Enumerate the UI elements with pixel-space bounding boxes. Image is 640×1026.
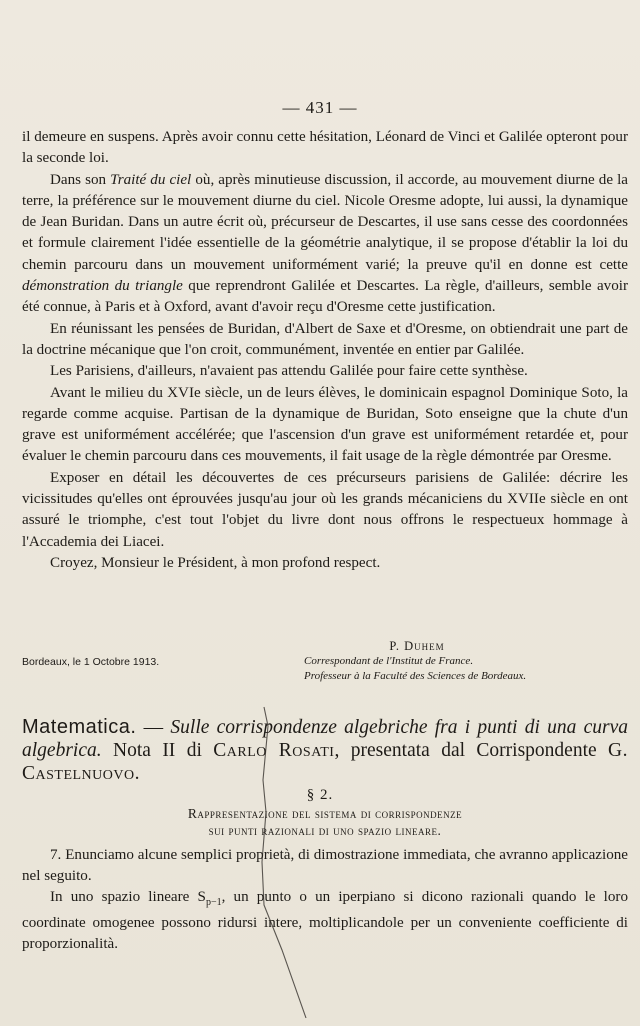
author-name: Carlo Rosati (213, 740, 335, 761)
italic-phrase: démonstration du triangle (22, 278, 183, 295)
paragraph: Les Parisiens, d'ailleurs, n'avaient pas attendu Galilée pour faire cette synthèse. (50, 363, 528, 380)
place-date: Bordeaux, le 1 Octobre 1913. (22, 656, 160, 668)
french-letter-text (22, 127, 628, 574)
author-name: P. Duhem (389, 639, 445, 653)
author-title: Professeur à la Faculté des Sciences de Bordeaux. (304, 670, 527, 682)
section-label: Matematica. (22, 716, 137, 738)
presenter-name: G. Castelnuovo (22, 740, 629, 784)
page-number: — 431 — (282, 98, 358, 117)
note-heading: Matematica. — Sulle corrispondenze algebriche fra i punti di una curva algebrica. Nota II di Carlo Rosati, presentata dal Corrispondente G. Castelnuovo. (22, 716, 629, 784)
subheading-line: Rappresentazione del sistema di corrispondenze (187, 806, 463, 821)
italic-title: Traité du ciel (110, 171, 192, 188)
paragraph: 7. Enunciamo alcune semplici proprietà, di dimostrazione immediata, che avranno applicazione nel seguito. (22, 847, 628, 884)
paragraph: Exposer en détail les découvertes de ces précurseurs parisiens de Galilée: décrire les vicissitudes qu'elles ont éprouvées jusqu'au jour où les grands mécaniciens du XVIIe siècle en ont assuré le triomphe, c'est tout l'objet du livre dont nous offrons le respectueux hommage à l'Accademia dei Liacei. (22, 469, 628, 550)
paragraph: Dans son Traité du ciel où, après minutieuse discussion, il accorde, au mouvement diurne de la terre, la préférence sur le mouvement diurne du ciel. Nicole Oresme adopte, lui aussi, la dynamique de Jean Buridan. Dans un autre écrit où, précurseur de Descartes, il use sans cesse des coordonnées et formule clairement l'idée essentielle de la géométrie analytique, il se propose d'établir la loi du chemin parcouru dans un mouvement uniformément varié; la preuve qu'il en donne est cette démonstration du triangle que reprendront Galilée et Descartes. La règle, d'ailleurs, semble avoir été connue, à Paris et à Oxford, avant d'avoir reçu d'Oresme cette justification. (22, 171, 628, 316)
paragraph: Avant le milieu du XVIe siècle, un de leurs élèves, le dominicain espagnol Dominique Soto, la regarde comme acquise. Partisan de la dynamique de Buridan, Soto enseigne que la chute d'un grave est uniformément accélérée; que l'ascension d'un grave est uniformément retardée et, pour évaluer le chemin parcouru dans ces mouvements, il fait usage de la règle démontrée par Oresme. (22, 384, 628, 465)
author-title: Correspondant de l'Institut de France. (304, 655, 474, 667)
section-number: § 2. (306, 787, 334, 803)
signature-right (282, 639, 552, 684)
subheading (22, 806, 628, 839)
paragraph: Croyez, Monsieur le Président, à mon profond respect. (50, 554, 381, 571)
paragraph: En réunissant les pensées de Buridan, d'Albert de Saxe et d'Oresme, on obtiendrait une part de la doctrine mécanique que l'on croit, communément, inventée en entier par Galilée. (22, 320, 628, 358)
italian-text (22, 845, 628, 955)
subscript: p−1 (205, 896, 222, 908)
paragraph: In uno spazio lineare $S_{p-1}$, un punto o un iperpiano si dicono razionali quando le loro coordinate omogenee possono ridursi intere, moltiplicandole per un conveniente coefficiente di proporzionalità. (22, 888, 628, 953)
signature-block (22, 639, 628, 695)
paragraph: il demeure en suspens. Après avoir connu cette hésitation, Léonard de Vinci et Galilée opteront pour la seconde loi. (22, 129, 628, 167)
note-title: Sulle corrispondenze algebriche fra i punti di una curva algebrica. (22, 717, 629, 761)
subheading-line: sui punti razionali di uno spazio lineare. (208, 822, 442, 838)
